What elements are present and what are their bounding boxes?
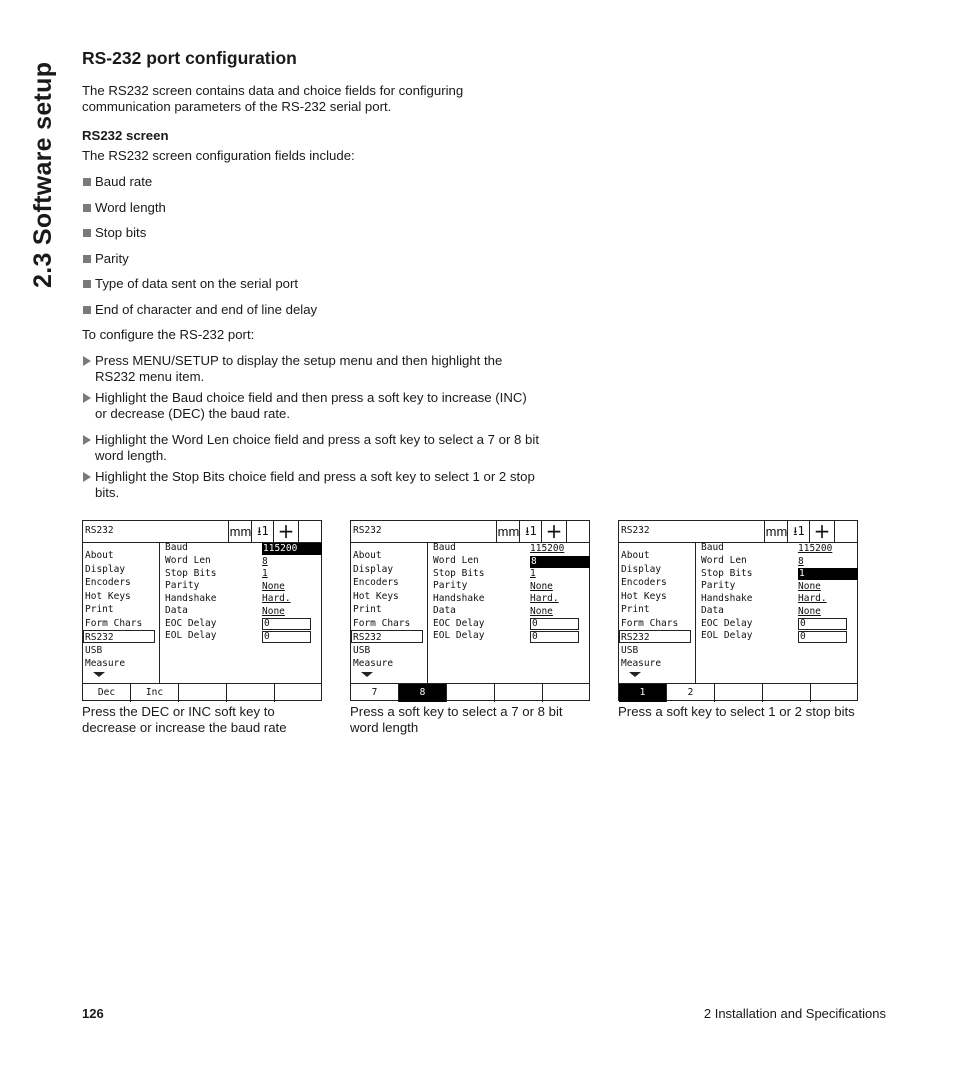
subheading: RS232 screen <box>82 128 169 143</box>
menu-item-measure[interactable]: Measure <box>353 658 394 669</box>
stop-bits-field[interactable]: 1 <box>262 568 268 579</box>
arrow-bullet-icon <box>83 393 91 403</box>
menu-item-measure[interactable]: Measure <box>621 658 662 669</box>
lcd-screen-baud <box>82 520 322 701</box>
handshake-field[interactable]: Hard. <box>530 593 559 604</box>
baud-field[interactable]: 115200 <box>262 543 322 555</box>
eol-delay-field[interactable]: 0 <box>798 631 847 643</box>
list-item: End of character and end of line delay <box>82 302 542 318</box>
eol-delay-field[interactable]: 0 <box>530 631 579 643</box>
square-bullet-icon <box>83 229 91 237</box>
step-item: Press MENU/SETUP to display the setup menu and then highlight the RS232 menu item. <box>82 353 542 385</box>
menu-item-hot-keys[interactable]: Hot Keys <box>85 590 131 602</box>
eoc-delay-field[interactable]: 0 <box>798 618 847 630</box>
menu-item-usb[interactable]: USB <box>85 644 103 656</box>
square-bullet-icon <box>83 178 91 186</box>
menu-item-form-chars[interactable]: Form Chars <box>621 617 679 629</box>
softkey-5[interactable] <box>811 684 859 702</box>
unit-indicator: mm <box>228 521 252 542</box>
step-item: Highlight the Word Len choice field and press a soft key to select a 7 or 8 bit word length. <box>82 432 542 464</box>
softkey-7[interactable]: 7 <box>351 684 399 702</box>
softkey-dec[interactable]: Dec <box>83 684 131 702</box>
softkey-bar <box>619 683 857 702</box>
softkey-bar <box>83 683 321 702</box>
softkey-3[interactable] <box>715 684 763 702</box>
screen-title: RS232 <box>353 525 382 536</box>
setup-menu <box>619 542 696 683</box>
datum-icon: ⭳1 <box>787 521 810 542</box>
fields-intro: The RS232 screen configuration fields include: <box>82 148 355 163</box>
data-field[interactable]: None <box>530 605 553 617</box>
menu-item-usb[interactable]: USB <box>353 644 371 656</box>
softkey-bar <box>351 683 589 702</box>
menu-item-encoders[interactable]: Encoders <box>353 577 399 588</box>
datum-icon: ⭳1 <box>519 521 542 542</box>
screen-caption: Press a soft key to select a 7 or 8 bit word length <box>350 704 563 735</box>
scroll-down-icon[interactable] <box>93 672 105 677</box>
scroll-down-icon[interactable] <box>361 672 373 677</box>
menu-item-display[interactable]: Display <box>85 563 126 575</box>
field-label-parity: Parity <box>433 580 468 591</box>
menu-item-about[interactable]: About <box>85 550 114 561</box>
field-label-handshake: Handshake <box>165 592 217 604</box>
unit-indicator: mm <box>764 521 788 542</box>
field-label-stop-bits: Stop Bits <box>433 567 485 579</box>
step-item: Highlight the Baud choice field and then press a soft key to increase (INC) or decrease (DEC) the baud rate. <box>82 390 542 422</box>
crosshair-icon: + <box>273 521 299 542</box>
crosshair-icon: + <box>541 521 567 542</box>
softkey-8[interactable]: 8 <box>399 684 447 702</box>
field-label-word-len: Word Len <box>701 555 747 566</box>
menu-item-rs232[interactable]: RS232 <box>351 630 423 643</box>
menu-item-encoders[interactable]: Encoders <box>85 577 131 588</box>
setup-menu <box>351 542 428 683</box>
field-label-parity: Parity <box>165 580 200 591</box>
configure-intro: To configure the RS-232 port: <box>82 327 255 343</box>
field-label-handshake: Handshake <box>433 592 485 604</box>
list-item: Word length <box>82 200 542 216</box>
word-len-field[interactable]: 8 <box>798 555 804 567</box>
lcd-screen-stop-bits <box>618 520 858 701</box>
softkey-4[interactable] <box>227 684 275 702</box>
menu-item-display[interactable]: Display <box>353 563 394 575</box>
field-label-word-len: Word Len <box>165 555 211 566</box>
menu-item-display[interactable]: Display <box>621 563 662 575</box>
menu-item-form-chars[interactable]: Form Chars <box>85 617 143 629</box>
square-bullet-icon <box>83 306 91 314</box>
field-label-handshake: Handshake <box>701 592 753 604</box>
screen-caption: Press the DEC or INC soft key to decrease or increase the baud rate <box>82 704 287 735</box>
field-label-eoc-delay: EOC Delay <box>701 617 753 629</box>
arrow-bullet-icon <box>83 472 91 482</box>
list-item: Baud rate <box>82 174 542 190</box>
field-label-eol-delay: EOL Delay <box>701 630 753 641</box>
menu-item-hot-keys[interactable]: Hot Keys <box>353 590 399 602</box>
footer-chapter: 2 Installation and Specifications <box>703 1006 886 1021</box>
field-label-eoc-delay: EOC Delay <box>165 617 217 629</box>
field-label-eol-delay: EOL Delay <box>433 630 485 641</box>
word-len-field[interactable]: 8 <box>262 555 268 567</box>
eoc-delay-field[interactable]: 0 <box>530 618 579 630</box>
parity-field[interactable]: None <box>798 580 821 592</box>
page-number: 126 <box>82 1006 104 1021</box>
screen-titlebar <box>351 521 589 543</box>
crosshair-icon: + <box>809 521 835 542</box>
field-label-data: Data <box>433 605 456 616</box>
lcd-screen-word-len <box>350 520 590 701</box>
parity-field[interactable]: None <box>530 580 553 592</box>
screen-caption: Press a soft key to select 1 or 2 stop bits <box>618 704 855 719</box>
softkey-5[interactable] <box>543 684 591 702</box>
handshake-field[interactable]: Hard. <box>262 593 291 604</box>
screen-titlebar <box>83 521 321 543</box>
menu-item-measure[interactable]: Measure <box>85 658 126 669</box>
data-field[interactable]: None <box>262 605 285 617</box>
eol-delay-field[interactable]: 0 <box>262 631 311 643</box>
softkey-3[interactable] <box>447 684 495 702</box>
field-label-stop-bits: Stop Bits <box>701 567 753 579</box>
arrow-bullet-icon <box>83 356 91 366</box>
square-bullet-icon <box>83 255 91 263</box>
menu-item-form-chars[interactable]: Form Chars <box>353 617 411 629</box>
softkey-2[interactable]: 2 <box>667 684 715 702</box>
field-label-stop-bits: Stop Bits <box>165 567 217 579</box>
arrow-bullet-icon <box>83 435 91 445</box>
menu-item-about[interactable]: About <box>621 550 650 561</box>
side-section-title: 2.3 Software setup <box>29 61 57 288</box>
softkey-1[interactable]: 1 <box>619 684 667 702</box>
baud-field[interactable]: 115200 <box>530 542 565 554</box>
list-item: Parity <box>82 251 542 267</box>
field-label-baud: Baud <box>433 542 456 553</box>
menu-item-rs232[interactable]: RS232 <box>83 630 155 643</box>
softkey-4[interactable] <box>495 684 543 702</box>
menu-item-print[interactable]: Print <box>621 604 650 615</box>
softkey-3[interactable] <box>179 684 227 702</box>
screen-title: RS232 <box>621 525 650 536</box>
field-label-data: Data <box>701 605 724 616</box>
parity-field[interactable]: None <box>262 580 285 592</box>
square-bullet-icon <box>83 204 91 212</box>
square-bullet-icon <box>83 280 91 288</box>
field-label-word-len: Word Len <box>433 555 479 566</box>
screen-title: RS232 <box>85 525 114 536</box>
field-label-baud: Baud <box>701 542 724 553</box>
baud-field[interactable]: 115200 <box>798 542 833 554</box>
stop-bits-field[interactable]: 1 <box>530 568 536 579</box>
list-item: Type of data sent on the serial port <box>82 276 542 292</box>
menu-item-about[interactable]: About <box>353 550 382 561</box>
field-label-eoc-delay: EOC Delay <box>433 617 485 629</box>
field-label-data: Data <box>165 605 188 616</box>
handshake-field[interactable]: Hard. <box>798 593 827 604</box>
scroll-down-icon[interactable] <box>629 672 641 677</box>
word-len-field[interactable]: 8 <box>530 556 590 568</box>
stop-bits-field[interactable]: 1 <box>798 568 858 580</box>
setup-menu <box>83 542 160 683</box>
unit-indicator: mm <box>496 521 520 542</box>
page-heading: RS-232 port configuration <box>82 48 297 68</box>
screen-titlebar <box>619 521 857 543</box>
intro-paragraph: The RS232 screen contains data and choice fields for configuring communication parameters of the RS-232 serial port. <box>82 83 464 114</box>
menu-item-hot-keys[interactable]: Hot Keys <box>621 590 667 602</box>
softkey-inc[interactable]: Inc <box>131 684 179 702</box>
data-field[interactable]: None <box>798 605 821 617</box>
menu-item-rs232[interactable]: RS232 <box>619 630 691 643</box>
menu-item-encoders[interactable]: Encoders <box>621 577 667 588</box>
eoc-delay-field[interactable]: 0 <box>262 618 311 630</box>
datum-icon: ⭳1 <box>251 521 274 542</box>
list-item: Stop bits <box>82 225 542 241</box>
field-label-parity: Parity <box>701 580 736 591</box>
softkey-5[interactable] <box>275 684 323 702</box>
menu-item-print[interactable]: Print <box>353 604 382 615</box>
field-label-baud: Baud <box>165 542 188 553</box>
field-label-eol-delay: EOL Delay <box>165 630 217 641</box>
menu-item-usb[interactable]: USB <box>621 644 639 656</box>
softkey-4[interactable] <box>763 684 811 702</box>
menu-item-print[interactable]: Print <box>85 604 114 615</box>
main-content <box>82 48 542 506</box>
step-item: Highlight the Stop Bits choice field and press a soft key to select 1 or 2 stop bits. <box>82 469 542 501</box>
